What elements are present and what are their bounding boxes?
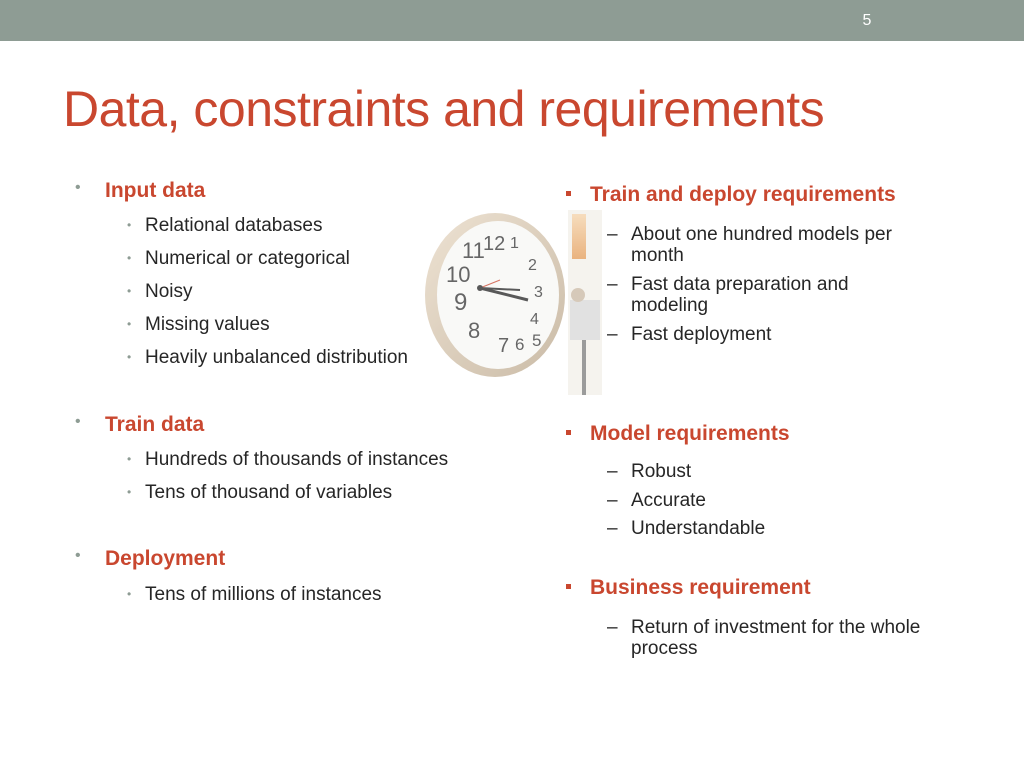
list-item: • Missing values <box>127 314 270 335</box>
section-heading-business: Business requirement <box>590 576 811 600</box>
list-item: – Understandable <box>607 518 766 539</box>
clock-numeral: 1 <box>510 235 519 252</box>
clock-numeral: 2 <box>528 257 537 274</box>
clock-numeral: 11 <box>462 238 485 263</box>
clock-numeral: 9 <box>454 289 468 316</box>
bullet-icon: • <box>127 452 132 466</box>
list-item: – Accurate <box>607 490 706 511</box>
clock-numeral: 3 <box>534 284 543 301</box>
list-item: • Numerical or categorical <box>127 248 350 269</box>
bullet-icon: • <box>127 218 132 232</box>
list-item: • Noisy <box>127 281 193 302</box>
section-heading-train-data: • Train data <box>75 413 205 436</box>
bullet-icon: • <box>127 251 132 265</box>
clock-numeral: 12 <box>483 233 506 255</box>
section-heading-deployment: • Deployment <box>75 547 226 570</box>
list-item: • Heavily unbalanced distribution <box>127 347 408 368</box>
section-heading-input-data: • Input data <box>75 179 206 202</box>
dash-icon: – <box>607 324 618 345</box>
clock-numeral: 8 <box>468 318 481 343</box>
clock-numeral: 6 <box>515 335 525 354</box>
clock-graphic <box>420 200 610 400</box>
section-heading-model: Model requirements <box>590 422 790 446</box>
bullet-icon: • <box>75 413 81 430</box>
list-item: – About one hundred models per month <box>607 224 892 266</box>
slide-number: 5 <box>862 12 872 29</box>
clock-numeral: 5 <box>532 331 542 350</box>
list-item: • Tens of millions of instances <box>127 584 382 605</box>
section-heading-train-deploy: Train and deploy requirements <box>590 183 896 207</box>
list-item: • Hundreds of thousands of instances <box>127 449 449 470</box>
dash-icon: – <box>607 617 618 638</box>
bullet-icon: • <box>127 317 132 331</box>
square-bullet-icon <box>566 584 571 589</box>
clock-numeral: 10 <box>446 262 471 287</box>
dash-icon: – <box>607 490 618 511</box>
bullet-icon: • <box>127 587 132 601</box>
list-item: – Fast data preparation and modeling <box>607 274 849 316</box>
bullet-icon: • <box>127 350 132 364</box>
square-bullet-icon <box>566 191 571 196</box>
list-item: – Return of investment for the whole process <box>607 617 921 659</box>
bullet-icon: • <box>75 547 81 564</box>
list-item: – Robust <box>607 461 692 482</box>
list-item: – Fast deployment <box>607 324 772 345</box>
bullet-icon: • <box>127 485 132 499</box>
dash-icon: – <box>607 461 618 482</box>
slide-title: Data, constraints and requirements <box>63 81 825 137</box>
bullet-icon: • <box>75 179 81 196</box>
dash-icon: – <box>607 224 618 245</box>
top-bar <box>0 0 1024 41</box>
dash-icon: – <box>607 518 618 539</box>
clock-numeral: 4 <box>530 311 539 328</box>
clock-numeral: 7 <box>498 335 510 357</box>
bullet-icon: • <box>127 284 132 298</box>
square-bullet-icon <box>566 430 571 435</box>
list-item: • Tens of thousand of variables <box>127 482 393 503</box>
dash-icon: – <box>607 274 618 295</box>
clock-image <box>420 200 610 400</box>
list-item: • Relational databases <box>127 215 323 236</box>
